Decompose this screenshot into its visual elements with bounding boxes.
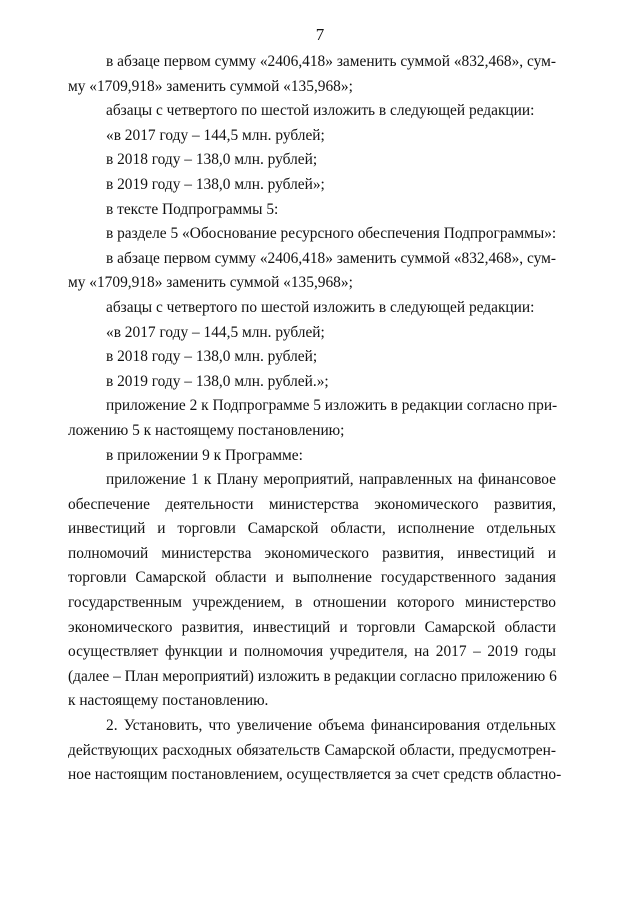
text-line: в тексте Подпрограммы 5: (106, 200, 279, 218)
text-line: в 2018 году – 138,0 млн. рублей; (106, 151, 318, 169)
text-line: экономического развития, инвестиций и торговли Самарской области (68, 618, 556, 636)
text-line: му «1709,918» заменить суммой «135,968»; (68, 274, 353, 292)
text-line: обеспечение деятельности министерства экономического развития, (68, 495, 556, 513)
text-line: к настоящему постановлению. (68, 692, 269, 710)
text-line: осуществляет функции и полномочия учредителя, на 2017 – 2019 годы (68, 643, 556, 661)
text-line: торговли Самарской области и выполнение государственного задания (68, 569, 556, 587)
text-line: государственным учреждением, в отношении которого министерство (68, 594, 556, 612)
text-line: в разделе 5 «Обоснование ресурсного обеспечения Подпрограммы»: (106, 225, 557, 243)
text-line: приложение 2 к Подпрограмме 5 изложить в редакции согласно при- (106, 397, 558, 415)
text-line: абзацы с четвертого по шестой изложить в следующей редакции: (106, 298, 535, 316)
text-line: в абзаце первом сумму «2406,418» заменить суммой «832,468», сум- (106, 249, 556, 267)
text-line: (далее – План мероприятий) изложить в редакции согласно приложению 6 (68, 667, 557, 685)
text-line: «в 2017 году – 144,5 млн. рублей; (106, 323, 325, 341)
text-line: ложению 5 к настоящему постановлению; (68, 421, 345, 439)
text-line: в 2019 году – 138,0 млн. рублей»; (106, 175, 325, 193)
page-number: 7 (315, 25, 325, 44)
text-line: му «1709,918» заменить суммой «135,968»; (68, 77, 353, 95)
document-body (68, 50, 562, 788)
text-line: в 2018 году – 138,0 млн. рублей; (106, 348, 318, 366)
text-line: 2. Установить, что увеличение объема финансирования отдельных (106, 717, 556, 735)
text-line: полномочий министерства экономического развития, инвестиций и (68, 544, 556, 562)
text-line: в приложении 9 к Программе: (106, 446, 303, 464)
text-line: приложение 1 к Плану мероприятий, направленных на финансовое (106, 471, 556, 489)
text-line: в абзаце первом сумму «2406,418» заменить суммой «832,468», сум- (106, 53, 556, 70)
text-line: в 2019 году – 138,0 млн. рублей.»; (106, 372, 329, 390)
text-line: инвестиций и торговли Самарской области, исполнение отдельных (68, 520, 556, 538)
text-line: ное настоящим постановлением, осуществляется за счет средств областно- (68, 766, 562, 784)
text-line: действующих расходных обязательств Самарской области, предусмотрен- (68, 741, 556, 759)
text-line: абзацы с четвертого по шестой изложить в следующей редакции: (106, 102, 535, 120)
text-line: «в 2017 году – 144,5 млн. рублей; (106, 126, 325, 144)
